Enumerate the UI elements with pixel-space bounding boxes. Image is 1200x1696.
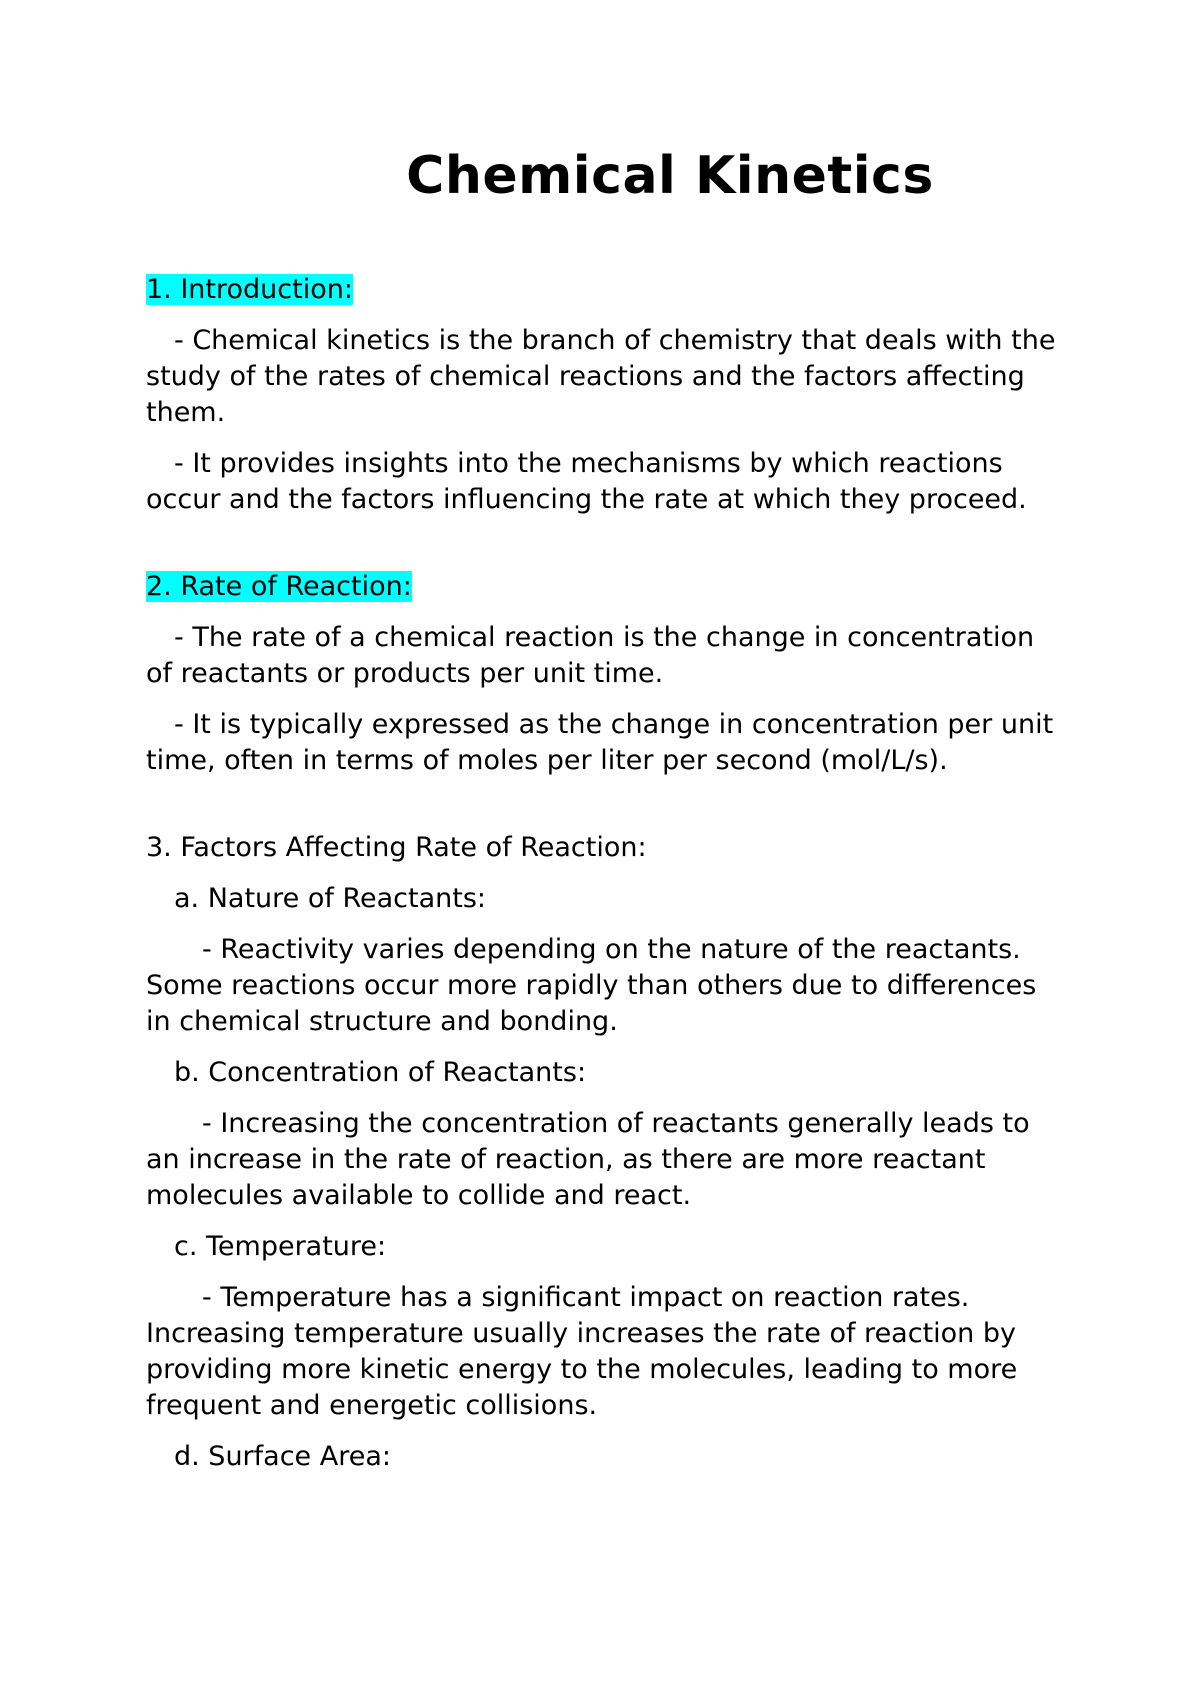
section-factors: [146, 830, 1066, 1475]
highlighted-heading-text: 1. Introduction:: [146, 274, 353, 305]
document-body: [146, 272, 1066, 1475]
subsection-heading: c. Temperature:: [174, 1231, 387, 1262]
section-heading: [146, 569, 1066, 605]
paragraph: - The rate of a chemical reaction is the change in concentration of reactants or products per unit time.: [146, 622, 1035, 689]
subsection-heading: a. Nature of Reactants:: [174, 883, 487, 914]
paragraph: - It is typically expressed as the change in concentration per unit time, often in terms of moles per liter per second (mol/L/s).: [146, 709, 1054, 776]
highlighted-heading-text: 2. Rate of Reaction:: [146, 571, 412, 602]
document-title: Chemical Kinetics: [406, 146, 934, 206]
paragraph: - Chemical kinetics is the branch of chemistry that deals with the study of the rates of chemical reactions and the factors affecting them.: [146, 325, 1056, 428]
section-heading: [146, 272, 1066, 308]
blank-line: [146, 779, 1066, 830]
paragraph: - Reactivity varies depending on the nature of the reactants. Some reactions occur more rapidly than others due to differences in chemical structure and bonding.: [146, 934, 1037, 1037]
blank-line: [146, 518, 1066, 569]
subsection-heading: d. Surface Area:: [174, 1441, 391, 1472]
section-heading: 3. Factors Affecting Rate of Reaction:: [146, 832, 647, 863]
paragraph: - Temperature has a significant impact on reaction rates. Increasing temperature usually increases the rate of reaction by providing more kinetic energy to the molecules, leading to more frequent and energetic collisions.: [146, 1282, 1018, 1421]
paragraph: - Increasing the concentration of reactants generally leads to an increase in the rate of reaction, as there are more reactant molecules available to collide and react.: [146, 1108, 1030, 1211]
section-rate-of-reaction: [146, 569, 1066, 779]
section-introduction: [146, 272, 1066, 518]
subsection-heading: b. Concentration of Reactants:: [174, 1057, 587, 1088]
paragraph: - It provides insights into the mechanisms by which reactions occur and the factors influencing the rate at which they proceed.: [146, 448, 1027, 515]
